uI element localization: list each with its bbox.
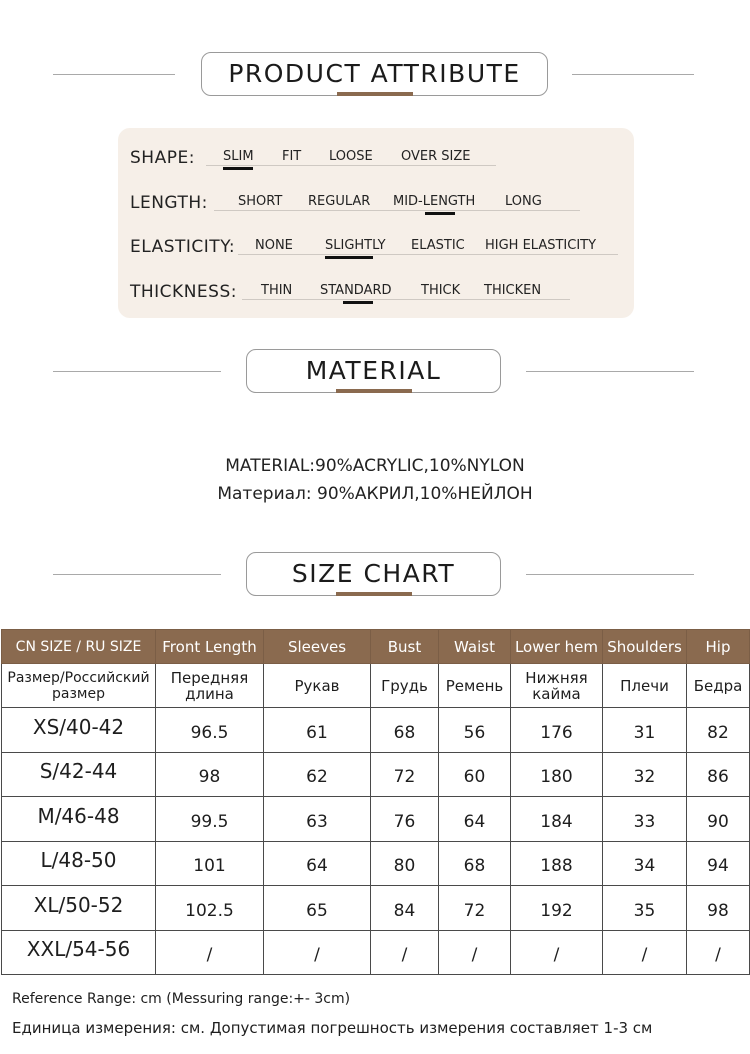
table-cell: 68 [439, 841, 511, 886]
size-chart-header [0, 552, 750, 602]
table-cell: 80 [371, 841, 439, 886]
material-header [0, 349, 750, 399]
option-slightly: SLIGHTLY [325, 238, 386, 253]
header-bust: Bust [371, 630, 439, 664]
table-cell: 61 [264, 708, 371, 753]
material-russian: Материал: 90%АКРИЛ,10%НЕЙЛОН [217, 484, 533, 504]
table-cell: 35 [603, 886, 687, 931]
cell: Бедра [687, 664, 750, 708]
option-thin: THIN [261, 283, 293, 298]
option-mid-length: MID-LENGTH [393, 194, 475, 209]
header-hip: Hip [687, 630, 750, 664]
table-cell: 192 [511, 886, 603, 931]
option-long: LONG [505, 194, 542, 209]
attribute-row-shape [118, 140, 634, 170]
table-cell: 34 [603, 841, 687, 886]
section-title [246, 552, 501, 596]
cell: Передняя длина [156, 664, 264, 708]
attribute-row-length [118, 185, 634, 215]
table-cell: 176 [511, 708, 603, 753]
section-title [246, 349, 501, 393]
size-cell: S/42-44 [2, 752, 156, 797]
table-cell: 184 [511, 797, 603, 842]
table-row-russian-headers [2, 664, 750, 708]
divider-right [526, 574, 694, 575]
section-title [201, 52, 548, 96]
table-cell: / [439, 930, 511, 975]
divider-left [53, 371, 221, 372]
table-cell: 96.5 [156, 708, 264, 753]
divider-left [53, 74, 175, 75]
table-cell: 99.5 [156, 797, 264, 842]
option-fit: FIT [282, 149, 302, 164]
divider-left [53, 574, 221, 575]
option-elastic: ELASTIC [411, 238, 465, 253]
table-cell: / [371, 930, 439, 975]
size-cell: XXL/54-56 [2, 930, 156, 975]
title-underline [336, 389, 412, 393]
table-cell: / [511, 930, 603, 975]
product-attribute-header [0, 52, 750, 102]
header-sleeves: Sleeves [264, 630, 371, 664]
attribute-row-thickness [118, 274, 634, 304]
option-thick: THICK [421, 283, 461, 298]
table-cell: 98 [156, 752, 264, 797]
header-front-length: Front Length [156, 630, 264, 664]
cell: Грудь [371, 664, 439, 708]
cell: Рукав [264, 664, 371, 708]
option-thicken: THICKEN [484, 283, 542, 298]
table-cell: 76 [371, 797, 439, 842]
selected-marker [325, 256, 373, 259]
option-short: SHORT [238, 194, 283, 209]
cell: Ремень [439, 664, 511, 708]
table-cell: 31 [603, 708, 687, 753]
table-cell: 188 [511, 841, 603, 886]
row-underline [206, 165, 496, 166]
product-attribute-title: PRODUCT ATTRIBUTE [228, 59, 521, 88]
table-cell: 94 [687, 841, 750, 886]
attribute-panel [118, 128, 634, 318]
option-regular: REGULAR [308, 194, 371, 209]
table-cell: 101 [156, 841, 264, 886]
material-title: MATERIAL [305, 356, 442, 385]
divider-right [572, 74, 694, 75]
cell: Нижняя кайма [511, 664, 603, 708]
table-row [2, 930, 750, 975]
row-underline [238, 254, 618, 255]
title-underline [336, 592, 412, 596]
size-cell: XS/40-42 [2, 708, 156, 753]
table-cell: 84 [371, 886, 439, 931]
table-row [2, 708, 750, 753]
option-loose: LOOSE [329, 149, 373, 164]
table-cell: 63 [264, 797, 371, 842]
table-cell: / [156, 930, 264, 975]
table-cell: 62 [264, 752, 371, 797]
table-cell: 60 [439, 752, 511, 797]
table-cell: 180 [511, 752, 603, 797]
option-high-elasticity: HIGH ELASTICITY [485, 238, 597, 253]
measurement-note-russian: Единица измерения: см. Допустимая погрешность измерения составляет 1-3 см [12, 1019, 653, 1037]
attribute-label: ELASTICITY: [130, 237, 236, 257]
option-standard: STANDARD [320, 283, 392, 298]
size-chart-title: SIZE CHART [291, 559, 456, 588]
table-cell: / [603, 930, 687, 975]
attribute-row-elasticity [118, 229, 634, 259]
table-header-row [2, 630, 750, 664]
table-cell: 33 [603, 797, 687, 842]
table-row [2, 886, 750, 931]
option-slim: SLIM [223, 149, 254, 164]
selected-marker [425, 212, 455, 215]
cell: Размер/Российский размер [2, 664, 156, 708]
selected-marker [343, 301, 373, 304]
selected-marker [223, 167, 253, 170]
option-over-size: OVER SIZE [401, 149, 471, 164]
header-lower-hem: Lower hem [511, 630, 603, 664]
table-row [2, 752, 750, 797]
table-cell: 102.5 [156, 886, 264, 931]
table-cell: 86 [687, 752, 750, 797]
table-cell: 90 [687, 797, 750, 842]
option-none: NONE [255, 238, 293, 253]
size-cell: M/46-48 [2, 797, 156, 842]
table-cell: 64 [264, 841, 371, 886]
table-row [2, 797, 750, 842]
table-cell: 65 [264, 886, 371, 931]
attribute-label: THICKNESS: [130, 282, 237, 302]
table-cell: 32 [603, 752, 687, 797]
table-cell: 72 [439, 886, 511, 931]
table-cell: 98 [687, 886, 750, 931]
table-cell: 82 [687, 708, 750, 753]
attribute-label: SHAPE: [130, 148, 195, 168]
table-cell: 56 [439, 708, 511, 753]
reference-range-note: Reference Range: cm (Messuring range:+- 3cm) [12, 991, 351, 1007]
table-row [2, 841, 750, 886]
header-size: CN SIZE / RU SIZE [2, 630, 156, 664]
title-underline [337, 92, 413, 96]
header-waist: Waist [439, 630, 511, 664]
table-cell: / [264, 930, 371, 975]
table-cell: / [687, 930, 750, 975]
size-cell: L/48-50 [2, 841, 156, 886]
table-cell: 64 [439, 797, 511, 842]
header-shoulders: Shoulders [603, 630, 687, 664]
divider-right [526, 371, 694, 372]
material-english: MATERIAL:90%ACRYLIC,10%NYLON [225, 456, 525, 476]
row-underline [242, 299, 570, 300]
row-underline [214, 210, 580, 211]
size-chart-table [1, 629, 750, 975]
table-cell: 72 [371, 752, 439, 797]
cell: Плечи [603, 664, 687, 708]
size-cell: XL/50-52 [2, 886, 156, 931]
table-cell: 68 [371, 708, 439, 753]
attribute-label: LENGTH: [130, 193, 208, 213]
